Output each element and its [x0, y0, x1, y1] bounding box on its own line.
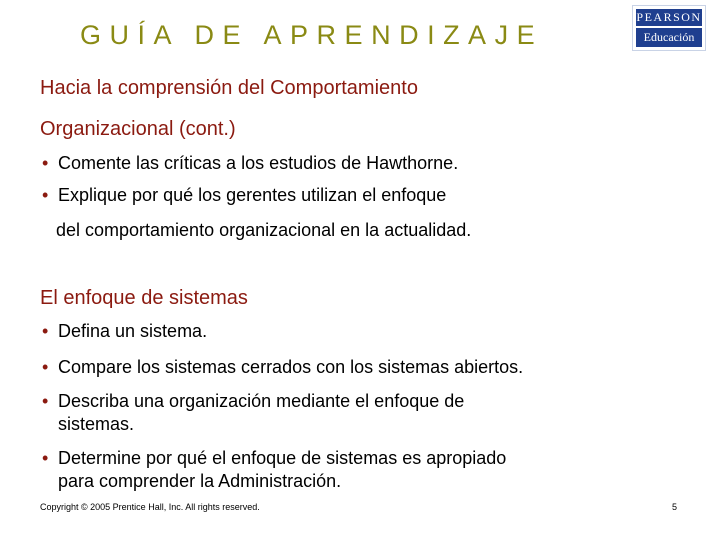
bullet-text: Comente las críticas a los estudios de Hawthorne. — [58, 153, 459, 173]
section2-bullet-3-cont: sistemas. — [58, 414, 135, 434]
footer-page-number: 5 — [672, 502, 678, 512]
bullet-dot: • — [42, 391, 49, 411]
bullet-text: Compare los sistemas cerrados con los sistemas abiertos. — [58, 357, 524, 377]
section1-bullet-2 — [42, 184, 446, 206]
header-title: GUÍA DE APRENDIZAJE — [80, 20, 544, 50]
bullet-dot: • — [42, 448, 49, 468]
bullet-dot: • — [42, 321, 49, 341]
section2-bullet-2 — [42, 356, 523, 378]
section2-bullet-4 — [42, 447, 506, 469]
section2-bullet-4-cont: para comprender la Administración. — [58, 471, 342, 491]
bullet-dot: • — [42, 185, 49, 205]
section2-title: El enfoque de sistemas — [40, 287, 248, 309]
pearson-logo — [632, 5, 706, 51]
section1-bullet-2-cont: del comportamiento organizacional en la actualidad. — [56, 220, 472, 240]
section2-bullet-3 — [42, 390, 464, 412]
section1-title-line2: Organizacional (cont.) — [40, 118, 236, 140]
logo-pearson-text: PEARSON — [636, 10, 702, 24]
logo-educacion-text: Educación — [636, 28, 702, 47]
bullet-text: Explique por qué los gerentes utilizan el enfoque — [58, 185, 447, 205]
bullet-text: Determine por qué el enfoque de sistemas es apropiado — [58, 448, 507, 468]
section2-bullet-1 — [42, 320, 207, 342]
section1-bullet-1 — [42, 152, 458, 174]
bullet-dot: • — [42, 153, 49, 173]
bullet-text: Describa una organización mediante el enfoque de — [58, 391, 465, 411]
bullet-dot: • — [42, 357, 49, 377]
section1-title-line1: Hacia la comprensión del Comportamiento — [40, 77, 418, 99]
footer-copyright: Copyright © 2005 Prentice Hall, Inc. All rights reserved. — [40, 502, 260, 512]
bullet-text: Defina un sistema. — [58, 321, 208, 341]
